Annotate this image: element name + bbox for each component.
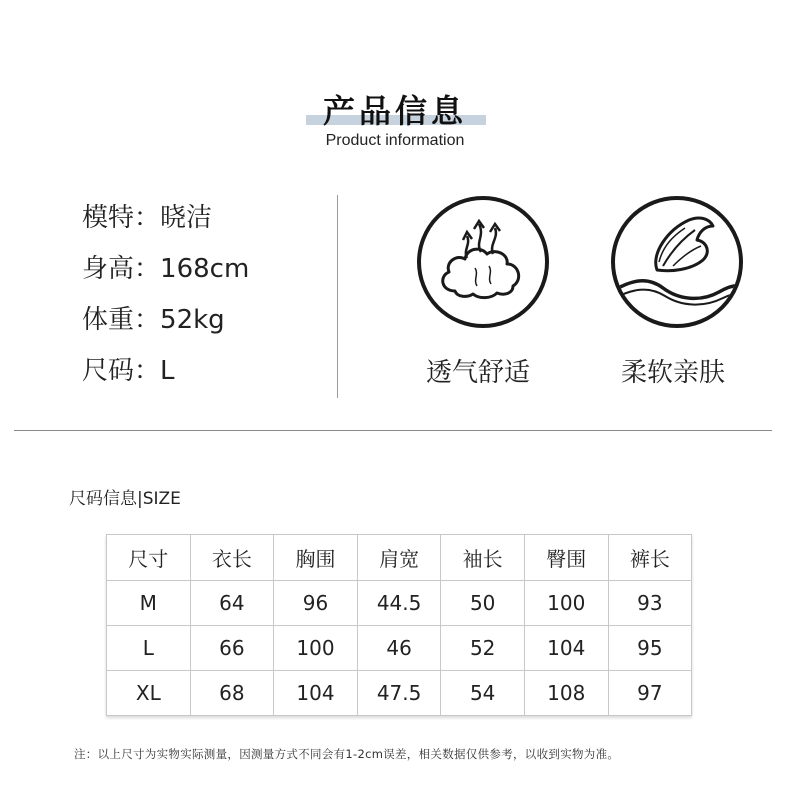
table-header-cell: 袖长 [441, 535, 525, 581]
table-cell: 50 [441, 581, 525, 626]
table-cell: 96 [274, 581, 358, 626]
table-header-row [107, 535, 692, 581]
table-cell: 100 [524, 581, 608, 626]
table-cell: 64 [190, 581, 274, 626]
model-spec-weight [82, 299, 225, 336]
size-table [106, 534, 692, 716]
size-section-title: 尺码信息|SIZE [69, 489, 181, 509]
model-spec-size [82, 350, 175, 387]
table-row [107, 581, 692, 626]
table-cell: L [107, 626, 191, 671]
model-spec-height [82, 248, 249, 285]
table-row [107, 671, 692, 716]
page-subtitle: Product information [325, 132, 465, 149]
spec-label: 模特 [82, 203, 135, 233]
spec-colon: ： [134, 254, 161, 284]
table-header-cell: 裤长 [608, 535, 692, 581]
spec-value: 52kg [160, 305, 225, 335]
table-cell: M [107, 581, 191, 626]
table-cell: 54 [441, 671, 525, 716]
feature-label-soft: 柔软亲肤 [620, 358, 725, 388]
table-cell: 68 [190, 671, 274, 716]
table-header-cell: 臀围 [524, 535, 608, 581]
page-header [0, 80, 790, 155]
table-cell: 100 [274, 626, 358, 671]
vertical-divider [337, 195, 338, 398]
spec-value: 168cm [160, 254, 250, 284]
table-cell: 97 [608, 671, 692, 716]
table-cell: XL [107, 671, 191, 716]
model-spec-name [82, 197, 212, 234]
section-divider [14, 430, 772, 431]
feature-label-breathable: 透气舒适 [425, 358, 530, 388]
breathable-cloud-icon [417, 196, 549, 328]
spec-colon: ： [134, 305, 161, 335]
table-cell: 93 [608, 581, 692, 626]
table-cell: 104 [274, 671, 358, 716]
table-cell: 47.5 [357, 671, 441, 716]
spec-label: 体重 [82, 305, 135, 335]
table-cell: 104 [524, 626, 608, 671]
spec-label: 尺码 [82, 356, 135, 386]
table-header-cell: 衣长 [190, 535, 274, 581]
spec-value: 晓洁 [160, 203, 213, 233]
page-title: 产品信息 [322, 92, 467, 130]
table-cell: 108 [524, 671, 608, 716]
table-header-cell: 肩宽 [357, 535, 441, 581]
table-header-cell: 胸围 [274, 535, 358, 581]
soft-fabric-feather-icon [611, 196, 743, 328]
table-header-cell: 尺寸 [107, 535, 191, 581]
measurement-footnote: 注：以上尺寸为实物实际测量，因测量方式不同会有1-2cm误差，相关数据仅供参考，以收到实物为准。 [74, 747, 620, 761]
spec-colon: ： [134, 356, 161, 386]
table-cell: 95 [608, 626, 692, 671]
spec-value: L [160, 356, 175, 386]
table-cell: 52 [441, 626, 525, 671]
table-cell: 44.5 [357, 581, 441, 626]
spec-colon: ： [134, 203, 161, 233]
table-row [107, 626, 692, 671]
table-cell: 46 [357, 626, 441, 671]
table-cell: 66 [190, 626, 274, 671]
spec-label: 身高 [82, 254, 135, 284]
